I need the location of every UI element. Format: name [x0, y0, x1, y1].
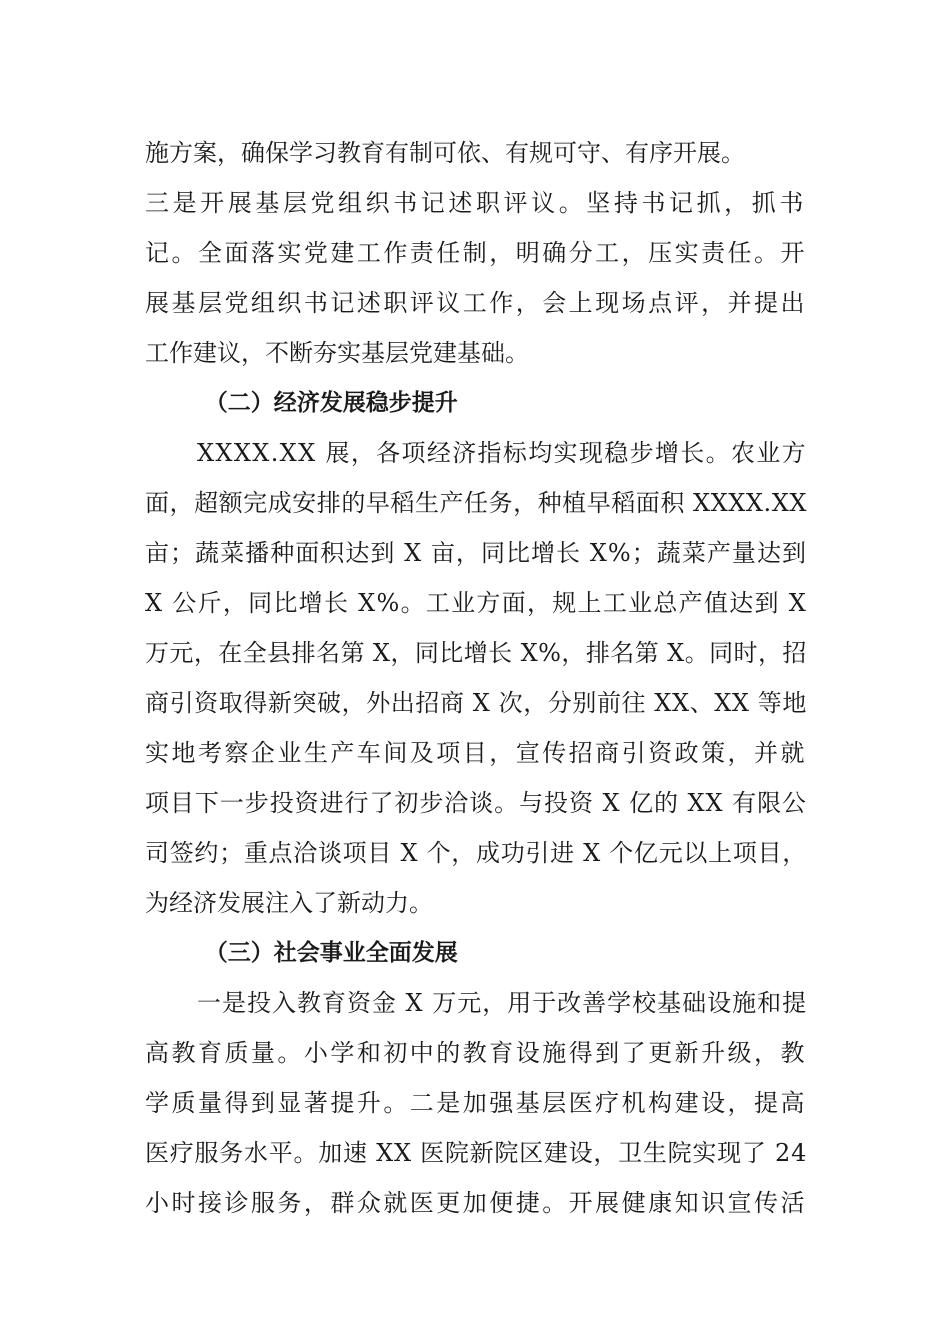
text-line: 医疗服务水平。加速 XX 医院新院区建设，卫生院实现了 24: [145, 1139, 807, 1167]
document-body: [145, 128, 807, 1228]
text-line: 实地考察企业生产车间及项目，宣传招商引资政策，并就: [145, 739, 807, 767]
text-line: 记。全面落实党建工作责任制，明确分工，压实责任。开: [145, 239, 807, 267]
text-line: 高教育质量。小学和初中的教育设施得到了更新升级，教: [145, 1039, 807, 1067]
text-line: 小时接诊服务，群众就医更加便捷。开展健康知识宣传活: [145, 1189, 807, 1217]
text-line: 为经济发展注入了新动力。: [145, 889, 433, 917]
text-line: 施方案，确保学习教育有制可依、有规可守、有序开展。: [145, 139, 745, 167]
section-heading: （二）经济发展稳步提升: [204, 390, 458, 416]
text-line: XXXX.XX 展，各项经济指标均实现稳步增长。农业方: [197, 439, 807, 467]
text-line: 项目下一步投资进行了初步洽谈。与投资 X 亿的 XX 有限公: [145, 789, 807, 817]
text-line: X 公斤，同比增长 X%。工业方面，规上工业总产值达到 X: [145, 589, 807, 617]
text-line: 万元，在全县排名第 X，同比增长 X%，排名第 X。同时，招: [145, 639, 807, 667]
text-line: 三是开展基层党组织书记述职评议。坚持书记抓，抓书: [145, 189, 807, 217]
text-line: 学质量得到显著提升。二是加强基层医疗机构建设，提高: [145, 1089, 807, 1117]
text-line: 面，超额完成安排的早稻生产任务，种植早稻面积 XXXX.XX: [145, 489, 807, 517]
text-line: 亩；蔬菜播种面积达到 X 亩，同比增长 X%；蔬菜产量达到: [145, 539, 807, 567]
text-line: 司签约；重点洽谈项目 X 个，成功引进 X 个亿元以上项目，: [145, 839, 807, 867]
text-line: 一是投入教育资金 X 万元，用于改善学校基础设施和提: [197, 989, 807, 1017]
text-line: 展基层党组织书记述职评议工作，会上现场点评，并提出: [145, 289, 807, 317]
text-line: 商引资取得新突破，外出招商 X 次，分别前往 XX、XX 等地: [145, 689, 807, 717]
text-line: 工作建议，不断夯实基层党建基础。: [145, 339, 529, 367]
section-heading: （三）社会事业全面发展: [204, 940, 458, 966]
